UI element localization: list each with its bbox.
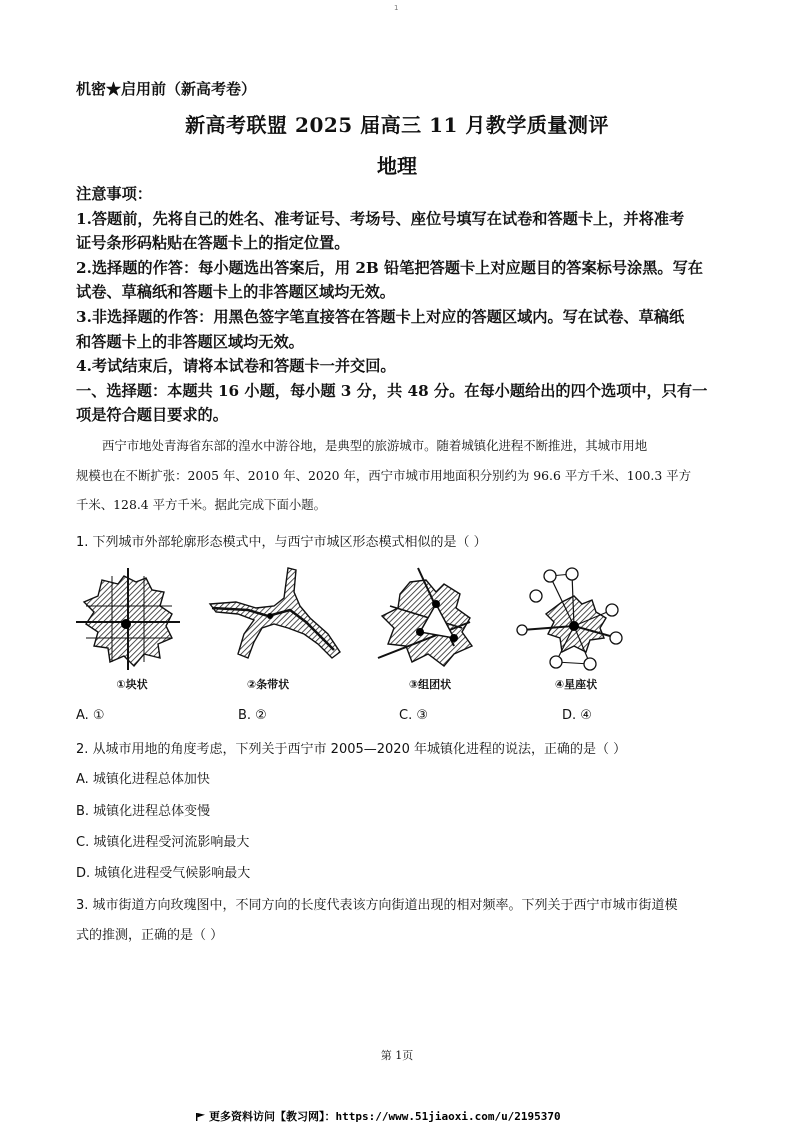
strip-form-diagram: [208, 562, 348, 674]
notes-line: 2.选择题的作答：每小题选出答案后，用 2B 铅笔把答题卡上对应题目的答案标号涂黑。写在: [76, 258, 703, 277]
notes-line: 1.答题前，先将自己的姓名、准考证号、考场号、座位号填写在试卷和答题卡上，并将准考: [76, 209, 685, 228]
figure-caption: ③组团状: [408, 678, 452, 691]
notes-line: 4.考试结束后，请将本试卷和答题卡一并交回。: [76, 357, 396, 376]
q1-option-a[interactable]: A. ①: [76, 708, 105, 723]
notes-line: 和答题卡上的非答题区域均无效。: [76, 332, 304, 351]
exam-title: 新高考联盟 2025 届高三 11 月教学质量测评: [185, 113, 609, 137]
resource-link-text[interactable]: 更多资料访问【教习网】：https://www.51jiaoxi.com/u/2195370: [209, 1110, 561, 1123]
q1-option-b[interactable]: B. ②: [238, 708, 267, 723]
q2-option-c[interactable]: C. 城镇化进程受河流影响最大: [76, 835, 250, 850]
constellation-form-diagram: [516, 562, 636, 674]
q2-option-b[interactable]: B. 城镇化进程总体变慢: [76, 804, 211, 819]
notes-line: 3.非选择题的作答：用黑色签字笔直接答在答题卡上对应的答题区域内。写在试卷、草稿纸: [76, 307, 685, 326]
question-3-stem: 3. 城市街道方向玫瑰图中，不同方向的长度代表该方向街道出现的相对频率。下列关于西宁市城市街道模: [76, 898, 678, 913]
q2-option-a[interactable]: A. 城镇化进程总体加快: [76, 772, 210, 787]
passage-line: 规模也在不断扩张：2005 年、2010 年、2020 年，西宁市城市用地面积分别约为 96.6 平方千米、100.3 平方: [76, 467, 691, 483]
section-heading-cont: 项是符合题目要求的。: [76, 406, 228, 425]
subject-title: 地理: [377, 154, 417, 178]
q1-option-c[interactable]: C. ③: [399, 708, 428, 723]
figure-constellation-form: [516, 562, 636, 694]
passage-line: 千米、128.4 平方千米。据此完成下面小题。: [76, 497, 327, 512]
notes-line: 证号条形码粘贴在答题卡上的指定位置。: [76, 234, 350, 253]
question-2-stem: 2. 从城市用地的角度考虑，下列关于西宁市 2005—2020 年城镇化进程的说法，正确的是（ ）: [76, 742, 627, 757]
notes-heading: 注意事项：: [76, 185, 152, 203]
confidential-label: 机密★启用前（新高考卷）: [76, 80, 257, 98]
figure-caption: ④星座状: [554, 678, 598, 691]
passage-line: 西宁市地处青海省东部的湟水中游谷地，是典型的旅游城市。随着城镇化进程不断推进，其城市用地: [102, 438, 648, 453]
question-1-stem: 1. 下列城市外部轮廓形态模式中，与西宁市城区形态模式相似的是（ ）: [76, 535, 487, 550]
question-3-stem-cont: 式的推测，正确的是（ ）: [76, 928, 224, 943]
resource-link[interactable]: [196, 1108, 561, 1124]
figure-caption: ②条带状: [246, 678, 290, 691]
reading-passage: [76, 431, 724, 520]
section-heading: 一、选择题：本题共 16 小题，每小题 3 分，共 48 分。在每小题给出的四个选项中，只有一: [76, 381, 708, 400]
figure-block-form: [72, 562, 192, 694]
page-tick-mark: 1: [394, 4, 399, 12]
notes-section: [76, 182, 724, 428]
figure-cluster-form: [370, 562, 490, 694]
q1-option-d[interactable]: D. ④: [562, 708, 592, 723]
figure-strip-form: [208, 562, 328, 694]
notes-line: 试卷、草稿纸和答题卡上的非答题区域均无效。: [76, 283, 395, 302]
cluster-form-diagram: [370, 562, 490, 674]
page-number: 第 1页: [380, 1049, 414, 1062]
figure-caption: ①块状: [116, 678, 148, 691]
q2-option-d[interactable]: D. 城镇化进程受气候影响最大: [76, 866, 251, 881]
city-form-figures: [70, 562, 630, 694]
flag-icon: [196, 1113, 205, 1121]
block-form-diagram: [72, 562, 192, 674]
